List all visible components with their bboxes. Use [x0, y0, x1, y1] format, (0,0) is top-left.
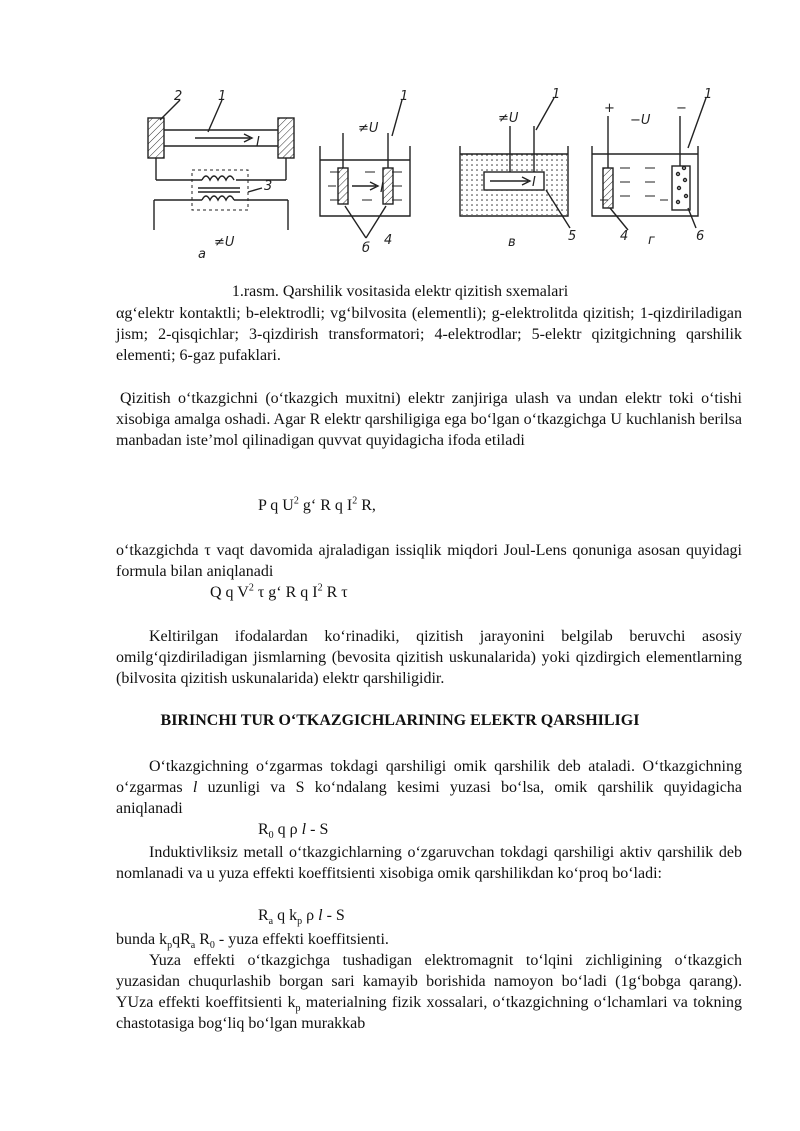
fig-label-d: г [648, 233, 655, 248]
fig-label-b-voltage: ≠U [358, 121, 379, 136]
fig-label-1b: 1 [400, 89, 409, 104]
paragraph-5: Induktivliksiz metall o‘tkazgichlarning o‘zgaruvchan tokdagi qarshiligi aktiv qarshilik deb nomlanadi va u yuza effekti koeffitsienti xisobiga omik qarshilikdan ko‘proq bo‘ladi: [116, 844, 742, 882]
fig-label-4a: 4 [384, 233, 393, 248]
clamp-right [278, 118, 294, 158]
fig-label-4b: 4 [620, 229, 629, 244]
fig-label-a-voltage: ≠U [214, 235, 235, 250]
fig-label-plus: + [604, 101, 615, 116]
schemes-drawing [140, 88, 740, 260]
formula-ohmic-resistance: $R_0$ q ρ l - S [258, 821, 329, 842]
fig-label-current-b: I [380, 181, 384, 196]
fig-label-1c: 1 [552, 88, 561, 102]
fig-label-current-a: I [256, 135, 260, 150]
figure-legend: αg‘elektr kontaktli; b-elektrodli; vg‘bilvosita (elementli); g-elektrolitda qizitish; 1-qizdiriladigan jism; 2-qisqichlar; 3-qizdirish transformatori; 4-elektrodlar; 5-elektr qizitgichning qarshilik elementi; 6-gaz pufaklari. [116, 305, 742, 364]
paragraph-1: Qizitish o‘tkazgichni (o‘tkazgich muxitni) elektr zanjiriga ulash va undan elektr toki o‘tishi xisobiga amalga oshadi. Agar R elektr qarshiligiga ega bo‘lgan o‘tkazgichga U kuchlanish berilsa manbadan iste’mol qilinadigan quvvat quyidagicha ifoda etiladi [116, 390, 742, 449]
clamp-left [148, 118, 164, 158]
fig-label-3: 3 [264, 179, 273, 194]
fig-label-c: в [508, 235, 516, 250]
formula-active-resistance: $R_a$ q $k_p$ ρ l - S [258, 907, 345, 928]
paragraph-2: o‘tkazgichda τ vaqt davomida ajraladigan issiqlik miqdori Joul-Lens qonuniga asosan quyidagi formula bilan aniqlanadi [116, 542, 742, 580]
figure-caption: 1.rasm. Qarshilik vositasida elektr qizitish sxemalari [231, 283, 569, 300]
fig-label-current-c: I [532, 175, 536, 190]
section-heading: BIRINCHI TUR O‘TKAZGICHLARINING ELEKTR QARSHILIGI [160, 712, 640, 729]
fig-label-2: 2 [174, 89, 183, 104]
fig-label-b: б [362, 241, 371, 256]
formula-heat: Q q $V^2$ τ g‘ R q $I^2$ R τ [210, 582, 348, 601]
fig-label-5: 5 [568, 229, 577, 244]
paragraph-3: Keltirilgan ifodalardan ko‘rinadiki, qizitish jarayonini belgilab beruvchi asosiy omilg‘qizdiriladigan jismlarning (bevosita qizitish uskunalarida) yoki qizdirgich elementlarning (bilvosita qizitish uskunalarida) elektr qarshiligidir. [116, 628, 742, 687]
paragraph-4: O‘tkazgichning o‘zgarmas tokdagi qarshiligi omik qarshilik deb ataladi. O‘tkazgichning o‘zgarmas l uzunligi va S ko‘ndalang kesimi yuzasi bo‘lsa, omik qarshilik quyidagicha aniqlanadi [116, 758, 742, 817]
fig-label-1d: 1 [704, 88, 713, 102]
fig-label-d-voltage: −U [630, 113, 651, 128]
fig-label-c-voltage: ≠U [498, 111, 519, 126]
fig-label-1a: 1 [218, 89, 227, 104]
paragraph-6: bunda $k_pqR_a$ $R_0$ - yuza effekti koeffitsienti. [116, 931, 389, 952]
fig-label-6: 6 [696, 229, 705, 244]
fig-label-minus: − [676, 101, 687, 116]
fig-label-a: a [198, 247, 206, 260]
paragraph-7: Yuza effekti o‘tkazgichga tushadigan elektromagnit to‘lqini zichligining o‘tkazgich yuzasidan chuqurlashib borgan sari kamayib borishida namoyon bo‘ladi (1g‘bobga qarang). YUza effekti koeffitsienti $k_p$ materialning fizik xossalari, o‘tkazgichning o‘lchamlari va tokning chastotasiga bog‘liq bo‘lgan murakkab [116, 952, 742, 1032]
heating-schemes-figure [140, 88, 740, 260]
formula-power: P q $U^2$ g‘ R q $I^2$ R, [258, 495, 376, 514]
